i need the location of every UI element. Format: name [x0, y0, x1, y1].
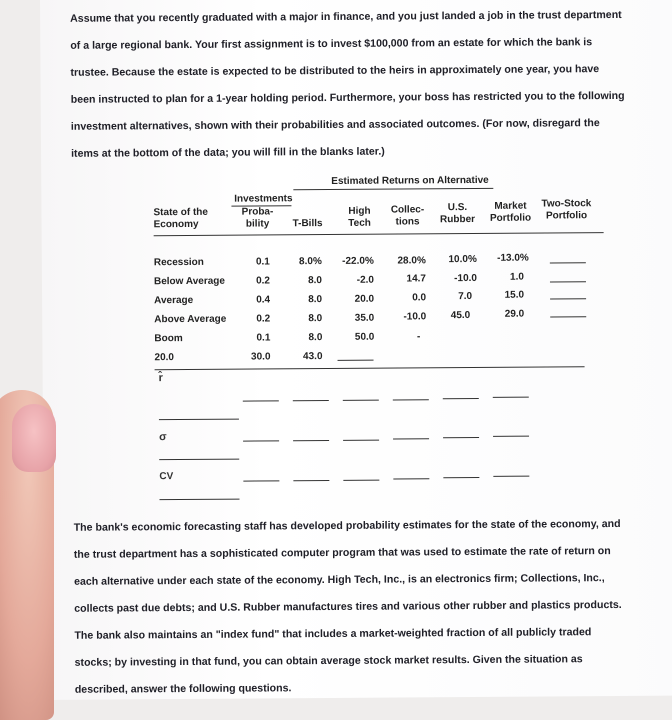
closing-line: the trust department has a sophisticated computer program that was used to estimate the rate of return on	[73, 545, 611, 561]
row-state: Above Average	[154, 313, 227, 326]
sigma-label: σ	[159, 431, 167, 444]
row-state: Below Average	[153, 275, 225, 288]
row-tbills: 8.0	[308, 275, 323, 287]
blank-cv	[243, 480, 279, 481]
row-tbills: 8.0	[308, 313, 323, 325]
mean-return-label: r̂	[158, 372, 163, 385]
estimated-returns-heading: Estimated Returns on Alternative	[331, 174, 489, 187]
header-probability: Proba- bility	[241, 206, 274, 230]
header-rule	[154, 232, 604, 236]
blank-cv	[493, 476, 529, 477]
blank-mean	[243, 400, 279, 401]
row-market: 29.0	[504, 308, 525, 320]
closing-line: The bank also maintains an "index fund" that includes a market-weighted fraction of all publicly traded	[74, 626, 592, 642]
blank-sigma-tbills	[159, 459, 239, 461]
row-probability: 30.0	[250, 351, 271, 363]
blank-two-stock	[550, 281, 586, 282]
closing-paragraph	[74, 511, 645, 704]
row-collections: -	[416, 331, 421, 343]
blank-sigma	[293, 440, 329, 441]
intro-line: Assume that you recently graduated with a major in finance, and you just landed a job in the trust department	[70, 8, 622, 25]
heading-rule	[293, 188, 493, 190]
header-high-tech: High Tech	[348, 205, 371, 229]
row-probability: 0.4	[256, 294, 271, 306]
row-tbills: 8.0%	[298, 256, 322, 268]
row-high-tech: 50.0	[354, 331, 375, 343]
row-probability: 0.1	[256, 332, 271, 344]
row-collections: 28.0%	[397, 255, 426, 267]
blank-cv	[293, 480, 329, 481]
row-tbills: 8.0	[308, 332, 323, 344]
data-bottom-rule	[155, 366, 585, 370]
closing-line: each alternative under each state of the economy. High Tech, Inc., is an electronics firm; Collections, Inc.,	[74, 572, 605, 588]
blank-cell	[338, 360, 374, 361]
blank-sigma	[443, 437, 479, 438]
blank-sigma	[243, 440, 279, 441]
row-us-rubber: -10.0	[454, 272, 477, 285]
blank-mean-tbills	[159, 419, 239, 421]
row-us-rubber: 10.0%	[448, 253, 477, 266]
row-market: 15.0	[504, 289, 525, 301]
blank-cv	[443, 477, 479, 478]
blank-sigma	[493, 436, 529, 437]
cv-label: CV	[159, 471, 174, 483]
row-tbills: 8.0	[308, 294, 323, 306]
header-collections: Collec- tions	[390, 204, 425, 228]
blank-mean	[393, 399, 429, 400]
row-high-tech: 20.0	[354, 293, 375, 305]
row-collections: -10.0	[403, 311, 427, 323]
row-high-tech: -2.0	[356, 274, 375, 286]
closing-line: collects past due debts; and U.S. Rubber manufactures tires and various other rubber and plastics products.	[74, 598, 622, 615]
row-us-rubber: 45.0	[450, 310, 471, 322]
blank-two-stock	[550, 316, 586, 317]
intro-line: trustee. Because the estate is expected to be distributed to the heirs in approximately one year, you have	[70, 63, 600, 79]
row-collections: 0.0	[412, 292, 427, 304]
row-high-tech: -22.0%	[342, 255, 374, 267]
blank-mean	[293, 400, 329, 401]
row-probability: 0.2	[256, 275, 271, 287]
row-collections: 14.7	[406, 273, 426, 285]
intro-line: investment alternatives, shown with their probabilities and associated outcomes. (For now, disregard the	[70, 117, 600, 133]
blank-sigma	[393, 438, 429, 439]
document-page	[40, 0, 672, 700]
fingernail-photo-element	[12, 404, 56, 472]
blank-two-stock	[550, 298, 586, 299]
blank-mean	[443, 398, 479, 399]
header-tbills: T-Bills	[292, 218, 323, 230]
header-state: State of the Economy	[153, 206, 208, 231]
blank-two-stock	[550, 262, 586, 263]
blank-mean	[493, 397, 529, 398]
blank-sigma	[343, 440, 379, 441]
intro-line: items at the bottom of the data; you will fill in the blanks later.)	[71, 145, 385, 160]
row-state: Recession	[153, 256, 204, 269]
row-state: 20.0	[154, 352, 175, 364]
row-high-tech: 35.0	[354, 312, 375, 324]
header-two-stock-portfolio: Two-Stock Portfolio	[541, 198, 592, 222]
row-tbills: 43.0	[302, 351, 323, 363]
closing-line: The bank's economic forecasting staff has developed probability estimates for the state of the economy, and	[73, 517, 621, 534]
row-probability: 0.1	[255, 256, 270, 268]
intro-line: been instructed to plan for a 1-year holding period. Furthermore, your boss has restricted you to the following	[70, 89, 625, 106]
intro-paragraph	[70, 2, 641, 168]
row-market: -13.0%	[497, 252, 529, 264]
row-probability: 0.2	[256, 313, 271, 325]
row-state: Average	[154, 294, 194, 307]
closing-line: described, answer the following questions.	[74, 682, 292, 696]
blank-cv	[393, 478, 429, 479]
header-market-portfolio: Market Portfolio	[489, 200, 532, 224]
investments-heading: Investments	[234, 193, 293, 205]
blank-mean	[343, 400, 379, 401]
blank-cv-tbills	[159, 499, 239, 501]
closing-line: stocks; by investing in that fund, you can obtain average stock market results. Given the situation as	[74, 653, 583, 669]
row-market: 1.0	[510, 271, 524, 283]
intro-line: of a large regional bank. Your first assignment is to invest $100,000 from an estate for which the bank is	[70, 36, 593, 52]
row-state: Boom	[154, 333, 183, 345]
header-us-rubber: U.S. Rubber	[440, 202, 476, 226]
row-us-rubber: 7.0	[458, 290, 473, 303]
blank-cv	[343, 480, 379, 481]
